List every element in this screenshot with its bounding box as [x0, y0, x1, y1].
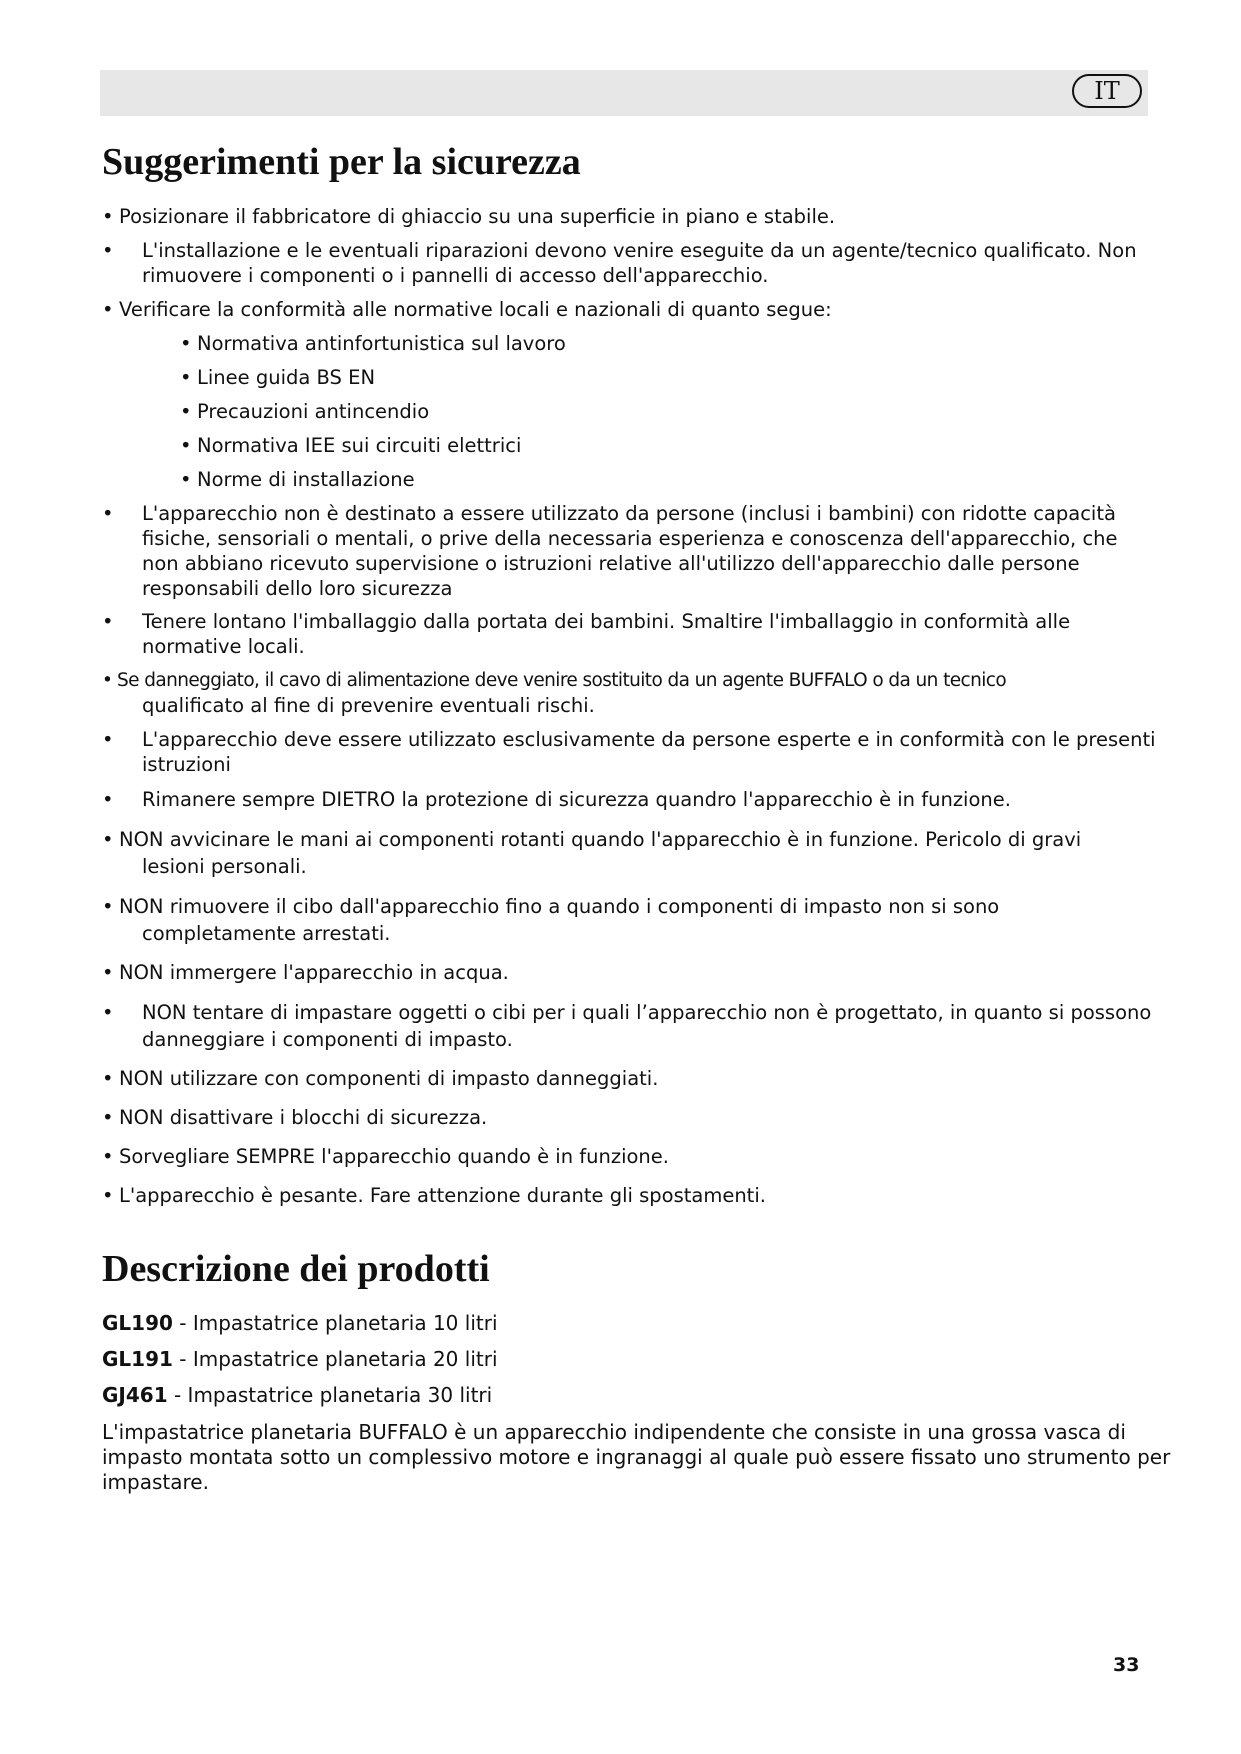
product-item — [102, 1382, 492, 1408]
subitem-text: Precauzioni antincendio — [197, 400, 430, 423]
bullet: • — [180, 332, 192, 355]
item-line: L'apparecchio è pesante. Fare attenzione durante gli spostamenti. — [119, 1184, 766, 1207]
product-code: GL191 — [102, 1347, 173, 1371]
item-line: non abbiano ricevuto supervisione o istruzioni relative all'utilizzo dell'apparecchio dalle persone — [142, 552, 1080, 575]
bullet: • — [102, 788, 114, 811]
safety-title: Suggerimenti per la sicurezza — [102, 141, 581, 183]
item-line: NON rimuovere il cibo dall'apparecchio fino a quando i componenti di impasto non si sono — [119, 895, 1000, 918]
bullet: • — [102, 205, 114, 228]
bullet: • — [180, 366, 192, 389]
bullet: • — [102, 610, 114, 633]
subitem-text: Norme di installazione — [197, 468, 415, 491]
bullet: • — [102, 298, 114, 321]
item-line: NON disattivare i blocchi di sicurezza. — [119, 1106, 488, 1129]
item-line: NON utilizzare con componenti di impasto danneggiati. — [119, 1067, 659, 1090]
item-line: Rimanere sempre DIETRO la protezione di sicurezza quandro l'apparecchio è in funzione. — [142, 788, 1011, 811]
bullet: • — [102, 502, 114, 525]
bullet: • — [102, 728, 114, 751]
bullet: • — [102, 670, 113, 691]
products-title: Descrizione dei prodotti — [102, 1248, 490, 1290]
bullet: • — [102, 1145, 114, 1168]
item-line: L'apparecchio non è destinato a essere utilizzato da persone (inclusi i bambini) con ridotte capacità — [142, 502, 1116, 525]
header-bar — [100, 70, 1148, 116]
bullet: • — [102, 1184, 114, 1207]
item-line: NON immergere l'apparecchio in acqua. — [119, 961, 509, 984]
bullet: • — [102, 1001, 114, 1024]
page-number: 33 — [1113, 1654, 1140, 1676]
item-line: NON tentare di impastare oggetti o cibi per i quali l’apparecchio non è progettato, in quanto si possono — [142, 1001, 1152, 1024]
item-line: rimuovere i componenti o i pannelli di accesso dell'apparecchio. — [142, 264, 769, 287]
item-line: normative locali. — [142, 635, 305, 658]
product-description-paragraph — [102, 1420, 1170, 1495]
item-line: Sorvegliare SEMPRE l'apparecchio quando è in funzione. — [119, 1145, 669, 1168]
bullet: • — [180, 400, 192, 423]
item-line: Tenere lontano l'imballaggio dalla portata dei bambini. Smaltire l'imballaggio in conformità alle — [142, 610, 1071, 633]
bullet: • — [180, 434, 192, 457]
subitem-text: Linee guida BS EN — [197, 366, 376, 389]
subitem-text: Normativa IEE sui circuiti elettrici — [197, 434, 522, 457]
bullet: • — [180, 468, 192, 491]
product-description: - Impastatrice planetaria 10 litri — [172, 1311, 498, 1335]
item-line: Verificare la conformità alle normative locali e nazionali di quanto segue: — [119, 298, 832, 321]
bullet: • — [102, 828, 114, 851]
bullet: • — [102, 895, 114, 918]
paragraph-line: L'impastatrice planetaria BUFFALO è un apparecchio indipendente che consiste in una grossa vasca di — [102, 1420, 1126, 1444]
product-code: GJ461 — [102, 1383, 168, 1407]
bullet: • — [102, 1067, 114, 1090]
item-line: NON avvicinare le mani ai componenti rotanti quando l'apparecchio è in funzione. Pericolo di gravi — [119, 828, 1082, 851]
subitem-text: Normativa antinfortunistica sul lavoro — [197, 332, 566, 355]
product-description: - Impastatrice planetaria 20 litri — [172, 1347, 498, 1371]
item-line: qualificato al fine di prevenire eventuali rischi. — [142, 694, 595, 717]
bullet: • — [102, 961, 114, 984]
bullet: • — [102, 1106, 114, 1129]
item-line: responsabili dello loro sicurezza — [142, 577, 453, 600]
item-line: L'installazione e le eventuali riparazioni devono venire eseguite da un agente/tecnico qualificato. Non — [142, 239, 1137, 262]
paragraph-line: impasto montata sotto un complessivo motore e ingranaggi al quale può essere fissato uno strumento per — [102, 1445, 1171, 1469]
product-code: GL190 — [102, 1311, 173, 1335]
item-line: istruzioni — [142, 753, 231, 776]
item-line: completamente arrestati. — [142, 922, 391, 945]
item-line: L'apparecchio deve essere utilizzato esclusivamente da persone esperte e in conformità con le presenti — [142, 728, 1156, 751]
bullet: • — [102, 239, 114, 262]
item-line: Posizionare il fabbricatore di ghiaccio su una superficie in piano e stabile. — [119, 205, 836, 228]
item-line: lesioni personali. — [142, 855, 307, 878]
paragraph-line: impastare. — [102, 1470, 209, 1494]
item-line: fisiche, sensoriali o mentali, o prive della necessaria esperienza e conoscenza dell'apparecchio, che — [142, 527, 1118, 550]
item-line: Se danneggiato, il cavo di alimentazione deve venire sostituito da un agente BUFFALO o da un tecnico — [117, 670, 1007, 691]
product-item — [102, 1310, 498, 1336]
product-item — [102, 1346, 498, 1372]
product-description: - Impastatrice planetaria 30 litri — [167, 1383, 493, 1407]
item-line: danneggiare i componenti di impasto. — [142, 1028, 513, 1051]
language-badge: IT — [1072, 74, 1142, 108]
